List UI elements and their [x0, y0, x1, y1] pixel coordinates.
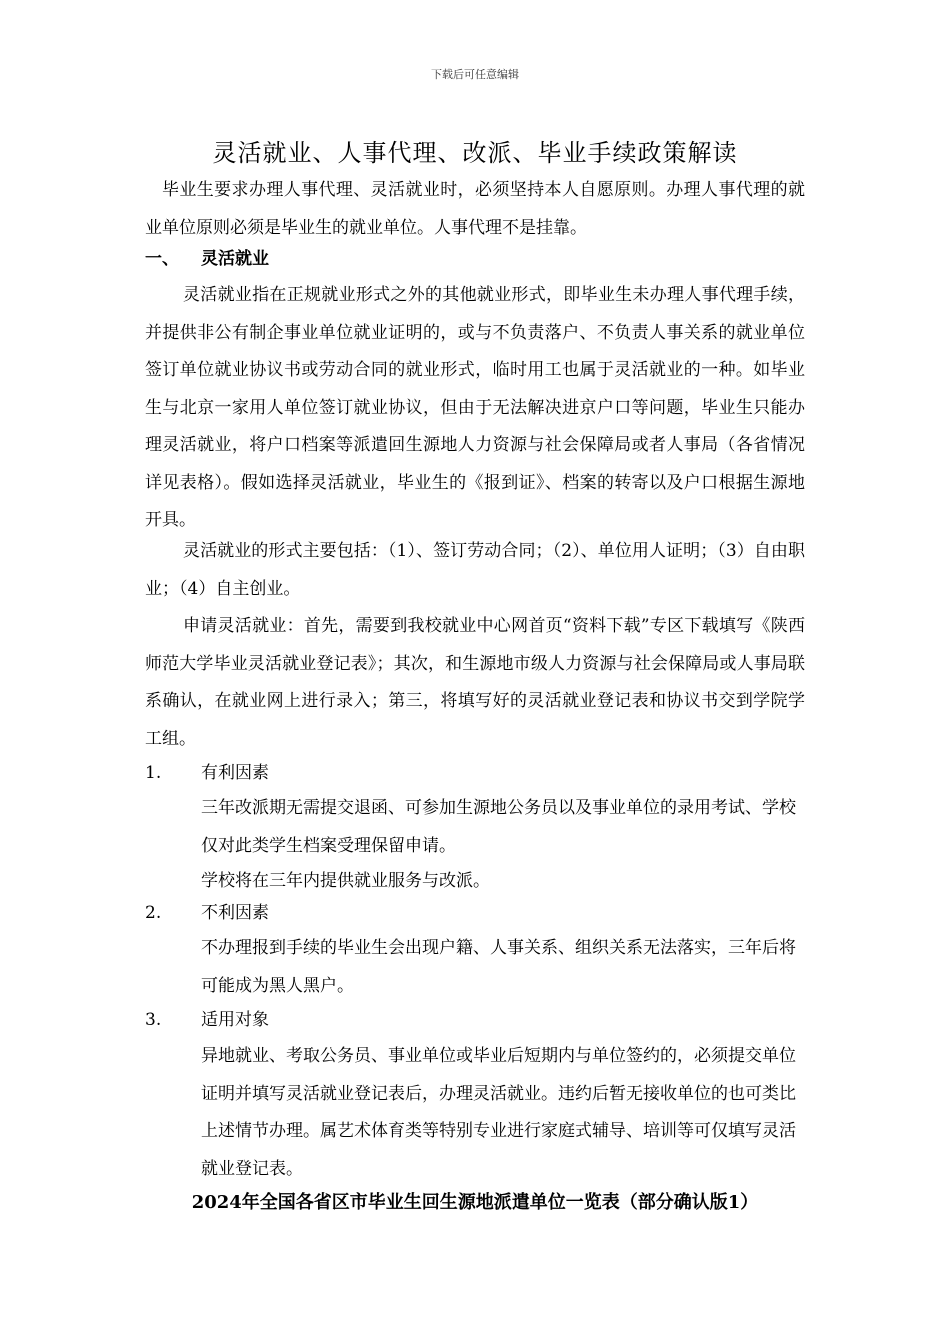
list-item-text: 学校将在三年内提供就业服务与改派。	[201, 871, 490, 891]
definition-paragraph: 灵活就业指在正规就业形式之外的其他就业形式，即毕业生未办理人事代理手续，并提供非公有制企事业单位就业证明的，或与不负责落户、不负责人事关系的就业单位签订单位就业协议书或劳动合同的就业形式，临时用工也属于灵活就业的一种。如毕业生与北京一家用人单位签订就业协议，但由于无法解决进京户口等问题，毕业生只能办理灵活就业，将户口档案等派遣回生源地人力资源与社会保障局或者人事局（各省情况详见表格）。假如选择灵活就业，毕业生的《报到证》、档案的转寄以及户口根据生源地开具。	[145, 285, 805, 530]
list-item-heading	[145, 898, 269, 928]
document-title: 灵活就业、人事代理、改派、毕业手续政策解读	[212, 139, 738, 167]
list-item-text: 三年改派期无需提交退函、可参加生源地公务员以及事业单位的录用考试、学校仅对此类学生档案受理保留申请。	[201, 798, 796, 856]
list-item-number: 3.	[145, 1010, 162, 1030]
list-item-number: 2.	[145, 903, 162, 923]
list-item-heading	[145, 1005, 269, 1035]
list-item-text: 不办理报到手续的毕业生会出现户籍、人事关系、组织关系无法落实，三年后将可能成为黑人黑户。	[201, 938, 796, 996]
forms-paragraph: 灵活就业的形式主要包括：（1）、签订劳动合同；（2）、单位用人证明；（3）自由职业；（4）自主创业。	[145, 541, 805, 599]
section-heading	[145, 244, 269, 274]
list-item-text: 异地就业、考取公务员、事业单位或毕业后短期内与单位签约的，必须提交单位证明并填写灵活就业登记表后，办理灵活就业。违约后暂无接收单位的也可类比上述情节办理。属艺术体育类等特别专业进行家庭式辅导、培训等可仅填写灵活就业登记表。	[201, 1046, 796, 1179]
section-title: 灵活就业	[201, 249, 269, 269]
list-item-label: 适用对象	[201, 1010, 269, 1030]
list-item-label: 不利因素	[201, 903, 269, 923]
application-paragraph: 申请灵活就业：首先，需要到我校就业中心网首页“资料下载”专区下载填写《陕西师范大学毕业灵活就业登记表》；其次，和生源地市级人力资源与社会保障局或人事局联系确认，在就业网上进行录入；第三，将填写好的灵活就业登记表和协议书交到学院学工组。	[145, 616, 805, 749]
table-title: 2024年全国各省区市毕业生回生源地派遣单位一览表（部分确认版1）	[191, 1192, 759, 1213]
list-item-number: 1.	[145, 763, 162, 783]
list-item-label: 有利因素	[201, 763, 269, 783]
intro-paragraph: 毕业生要求办理人事代理、灵活就业时，必须坚持本人自愿原则。办理人事代理的就业单位原则必须是毕业生的就业单位。人事代理不是挂靠。	[145, 180, 805, 238]
list-item-heading	[145, 758, 269, 788]
header-note: 下载后可任意编辑	[431, 68, 519, 81]
section-number: 一、	[145, 249, 179, 269]
